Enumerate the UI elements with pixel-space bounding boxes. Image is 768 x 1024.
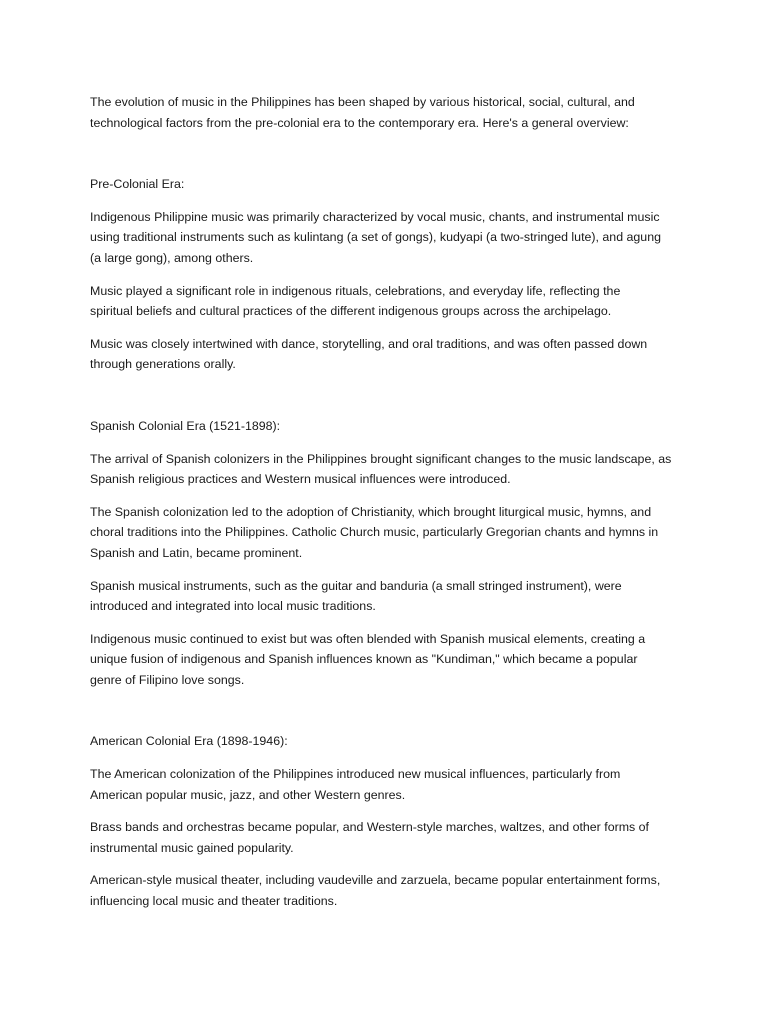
document-body bbox=[90, 92, 680, 924]
body-paragraph: Indigenous Philippine music was primarily characterized by vocal music, chants, and instrumental music using traditional instruments such as kulintang (a set of gongs), kudyapi (a two-stringed lute), and agung (a large gong), among others. bbox=[90, 209, 661, 265]
body-paragraph: Music played a significant role in indigenous rituals, celebrations, and everyday life, reflecting the spiritual beliefs and cultural practices of the different indigenous groups across the archipelago. bbox=[90, 283, 621, 319]
body-paragraph: The arrival of Spanish colonizers in the Philippines brought significant changes to the music landscape, as Spanish religious practices and Western musical influences were introduced. bbox=[90, 451, 672, 487]
body-paragraph: Spanish musical instruments, such as the guitar and banduria (a small stringed instrument), were introduced and integrated into local music traditions. bbox=[90, 578, 622, 614]
section-spanish-colonial bbox=[90, 416, 680, 691]
body-paragraph: The Spanish colonization led to the adoption of Christianity, which brought liturgical music, hymns, and choral traditions into the Philippines. Catholic Church music, particularly Gregorian chants and hymns in Spanish and Latin, became prominent. bbox=[90, 504, 659, 560]
body-paragraph: American-style musical theater, including vaudeville and zarzuela, became popular entertainment forms, influencing local music and theater traditions. bbox=[90, 873, 661, 909]
section-heading: Pre-Colonial Era: bbox=[90, 177, 185, 192]
body-paragraph: The American colonization of the Philippines introduced new musical influences, particularly from American popular music, jazz, and other Western genres. bbox=[90, 767, 621, 802]
section-heading: American Colonial Era (1898-1946): bbox=[90, 734, 288, 749]
intro-paragraph: The evolution of music in the Philippines has been shaped by various historical, social, cultural, and technological factors from the pre-colonial era to the contemporary era. Here's a general overview: bbox=[90, 95, 635, 130]
section-pre-colonial bbox=[90, 174, 680, 375]
section-american-colonial bbox=[90, 731, 680, 911]
body-paragraph: Indigenous music continued to exist but was often blended with Spanish musical elements, creating a unique fusion of indigenous and Spanish influences known as "Kundiman," which became a popular genre of Filipino love songs. bbox=[90, 631, 646, 687]
body-paragraph: Brass bands and orchestras became popular, and Western-style marches, waltzes, and other forms of instrumental music gained popularity. bbox=[90, 820, 649, 855]
section-heading: Spanish Colonial Era (1521-1898): bbox=[90, 418, 281, 433]
body-paragraph: Music was closely intertwined with dance, storytelling, and oral traditions, and was often passed down through generations orally. bbox=[90, 336, 648, 372]
